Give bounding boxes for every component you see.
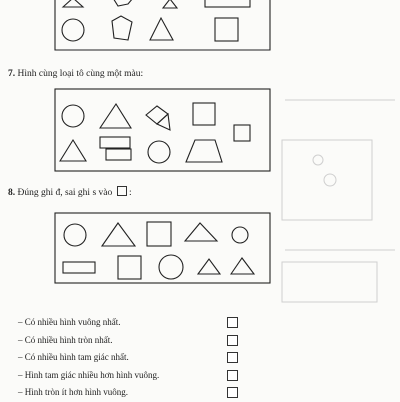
- exercise-6-frame: [55, 0, 270, 50]
- answer-box[interactable]: [227, 317, 238, 328]
- triangle-shape: [60, 140, 86, 161]
- rectangle-shape: [205, 0, 250, 7]
- pentagon-shape: [113, 0, 133, 6]
- trapezoid-shape: [186, 140, 222, 162]
- rectangle-shape: [100, 137, 130, 148]
- triangle-shape: [150, 18, 173, 40]
- circle-shape: [64, 224, 86, 246]
- exercise-8-statements: [18, 314, 238, 402]
- square-shape: [118, 256, 141, 279]
- answer-box[interactable]: [227, 352, 238, 363]
- statement-row: [18, 384, 238, 402]
- exercise-7-frame: [55, 89, 270, 171]
- pentagon-shape: [112, 16, 132, 40]
- exercise-8-colon: :: [128, 188, 132, 198]
- exercise-8-number: 8.: [8, 188, 16, 198]
- exercise-8-frame: [55, 213, 270, 283]
- statement-text: – Hình tam giác nhiều hơn hình vuông.: [18, 369, 160, 380]
- answer-box[interactable]: [227, 335, 238, 346]
- square-shape: [234, 125, 250, 141]
- statement-row: [18, 314, 238, 332]
- exercise-7-instruction: Hình cùng loại tô cùng một màu:: [17, 69, 144, 79]
- statement-text: – Có nhiều hình tròn nhất.: [18, 334, 113, 345]
- diamond-shape: [146, 106, 168, 124]
- answer-box[interactable]: [227, 387, 238, 398]
- circle-shape: [159, 255, 183, 279]
- circle-shape: [62, 19, 84, 41]
- answer-box[interactable]: [227, 370, 238, 381]
- triangle-shape: [102, 223, 135, 246]
- triangle-shape: [157, 114, 170, 130]
- rectangle-shape: [63, 262, 95, 273]
- exercise-8-instruction: Đúng ghi đ, sai ghi s vào: [17, 188, 113, 198]
- triangle-shape: [231, 258, 254, 274]
- triangle-shape: [63, 0, 83, 7]
- circle-shape: [232, 227, 248, 243]
- square-shape: [215, 18, 238, 41]
- triangle-shape: [198, 259, 220, 274]
- square-shape: [147, 222, 171, 246]
- statement-row: [18, 349, 238, 367]
- statement-text: – Hình tròn ít hơn hình vuông.: [18, 387, 129, 397]
- rectangle-shape: [106, 149, 131, 160]
- square-shape: [193, 103, 215, 125]
- statement-row: [18, 367, 238, 385]
- circle-shape: [148, 141, 170, 163]
- triangle-shape: [163, 0, 177, 8]
- triangle-shape: [100, 104, 131, 128]
- exercise-7-number: 7.: [8, 69, 16, 79]
- circle-shape: [62, 105, 84, 127]
- statement-text: – Có nhiều hình tam giác nhất.: [18, 352, 129, 362]
- statement-text: – Có nhiều hình vuông nhất.: [18, 317, 121, 327]
- triangle-shape: [185, 223, 217, 241]
- statement-row: [18, 332, 238, 350]
